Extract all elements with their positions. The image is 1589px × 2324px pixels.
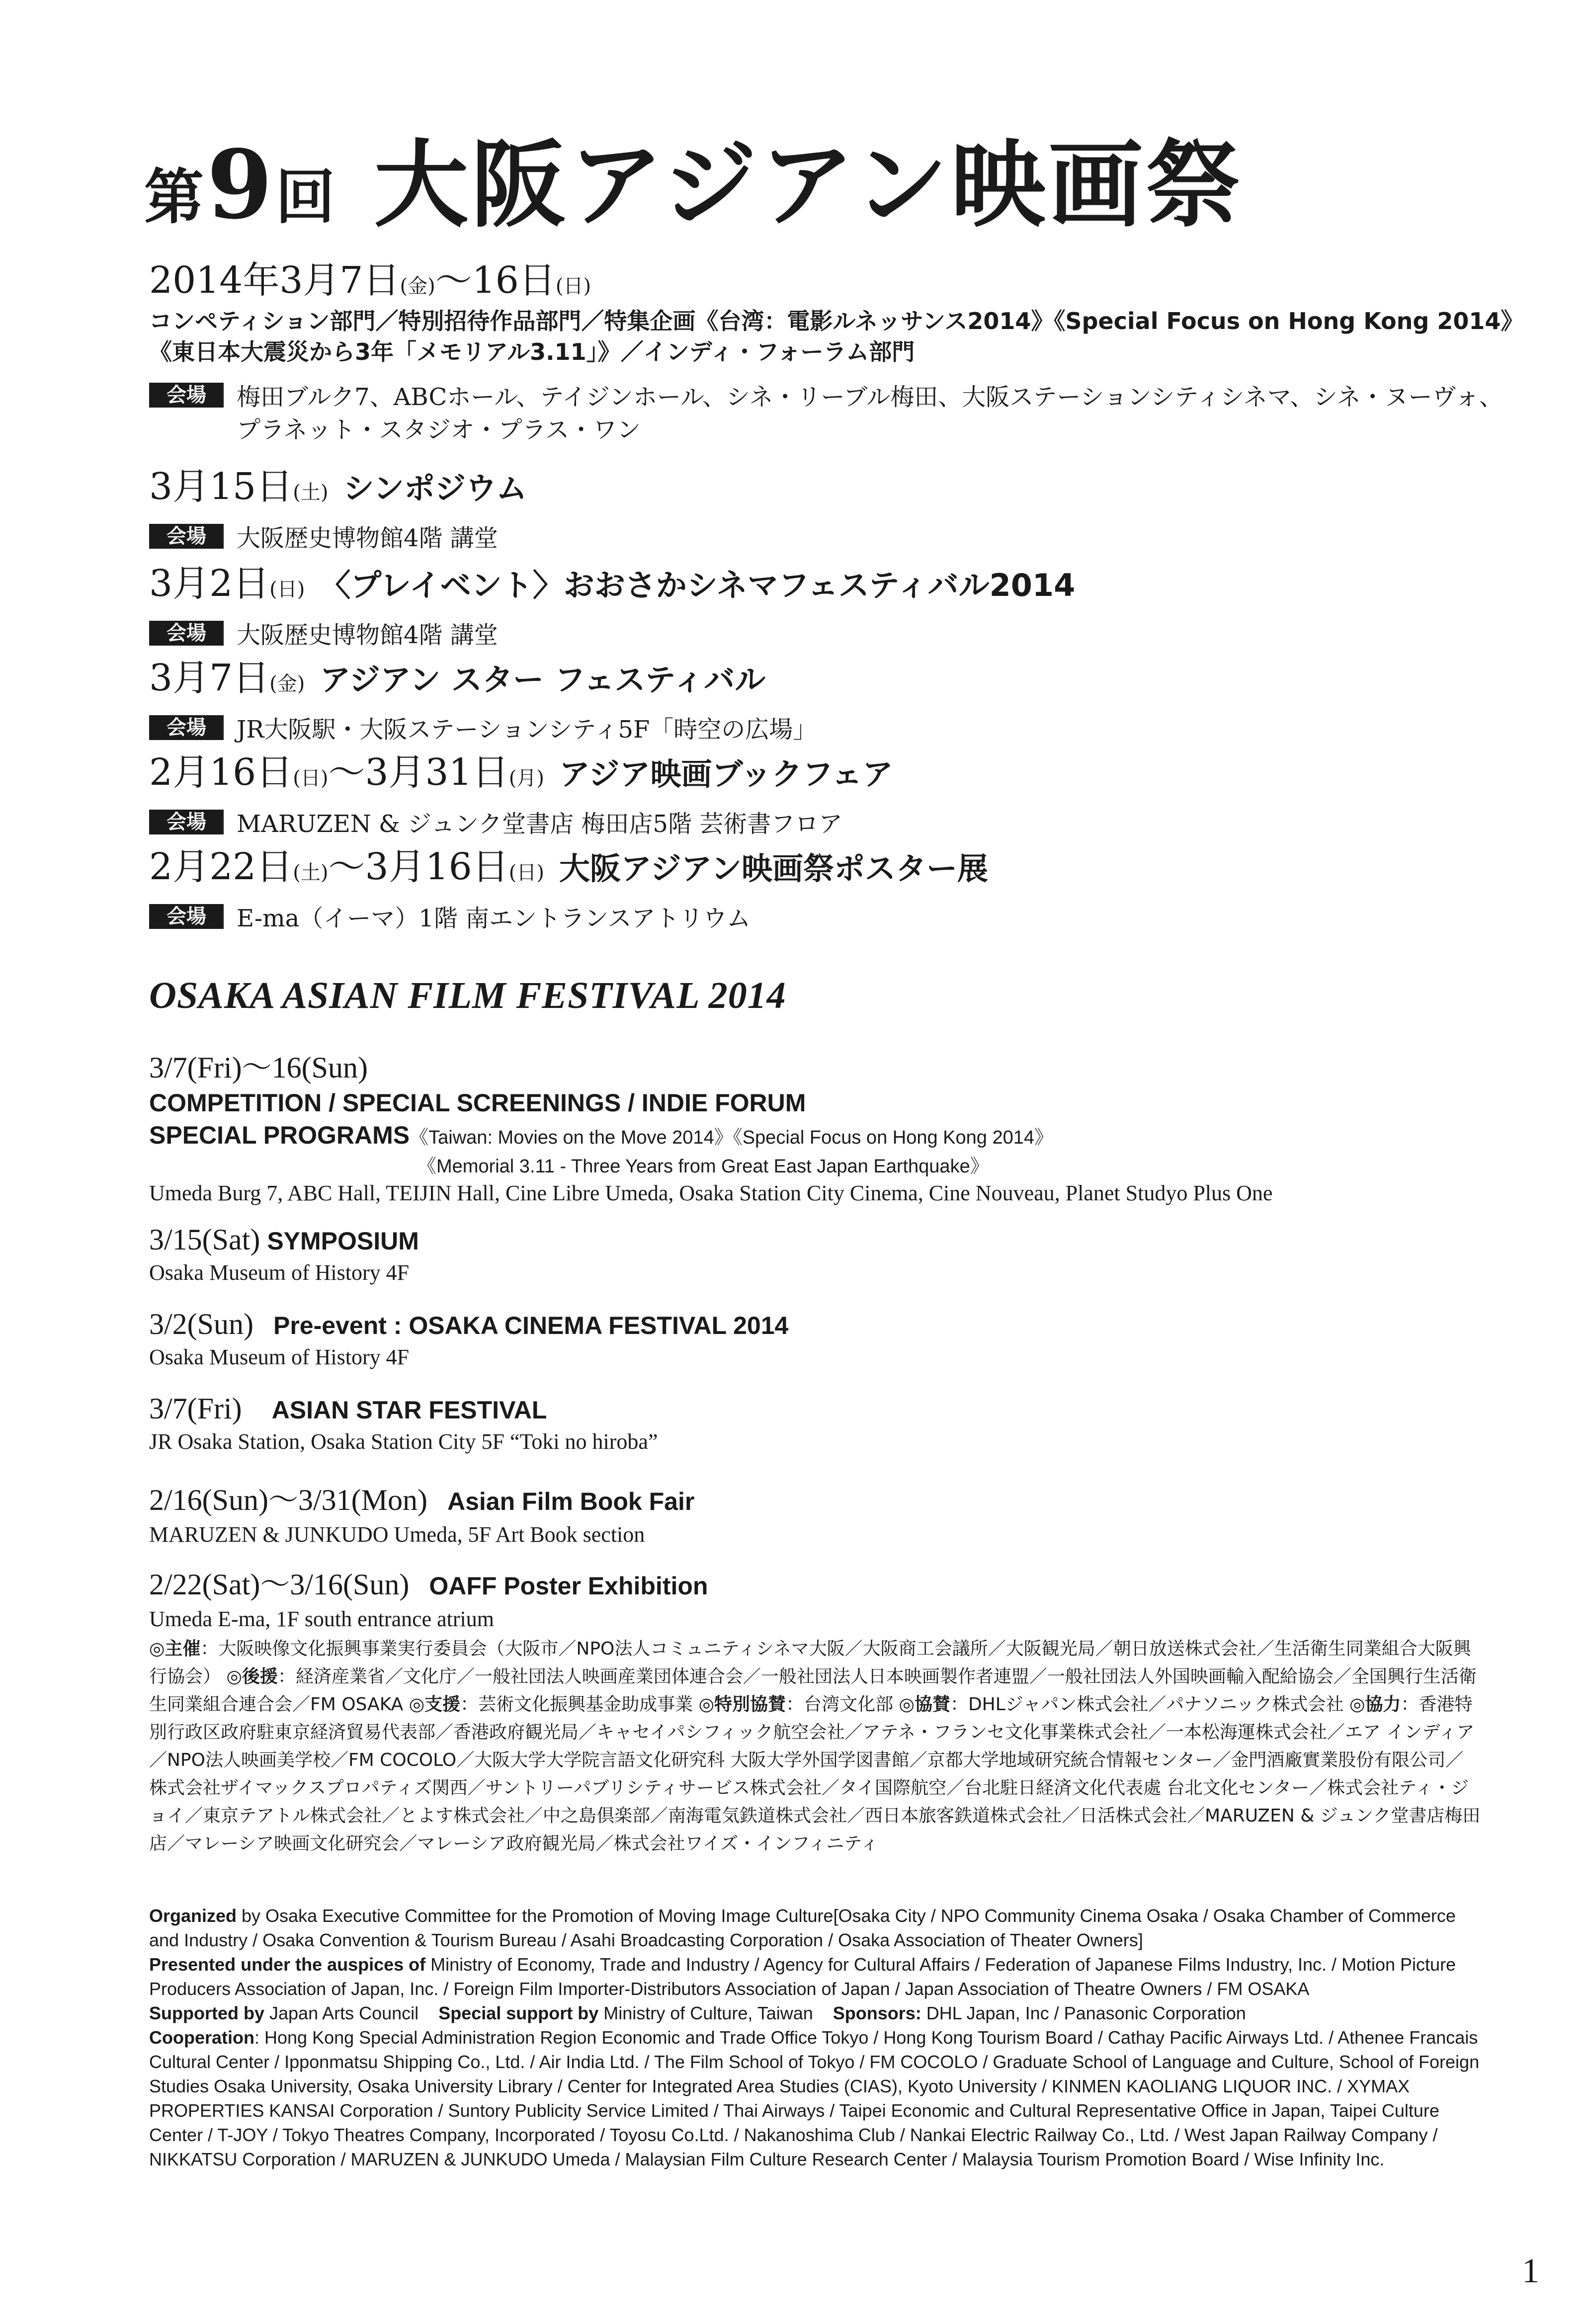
jp-main-venue: 会場 梅田ブルク7、ABCホール、テイジンホール、シネ・リーブル梅田、大阪ステーションシティシネマ、シネ・ヌーヴォ、	[149, 378, 1503, 412]
en-special-programs-line2: 《Memorial 3.11 - Three Years from Great East Japan Earthquake》	[418, 1156, 989, 1177]
jp-main-programs-line1: コンペティション部門／特別招待作品部門／特集企画《台湾：電影ルネッサンス2014》《Special Focus on Hong Kong 2014》	[149, 308, 1524, 334]
credits-english: Organized by Osaka Executive Committee for the Promotion of Moving Image Culture[Osaka City / NPO Community Cinema Osaka / Osaka Chamber of Commerce and Industry / Osaka Convention & Tourism Bureau / Asahi Broadcasting Corporation / Osaka Association of Theater Owners] Presented under the auspices of Ministry of Economy, Trade and Industry / Agency for Cultural Affairs / Federation of Japanese Films Industry, Inc. / Motion Picture Producers Association of Japan, Inc. / Foreign Film Importer-Distributors Association of Japan / Japan Association of Theatre Owners / FM OSAKA Supported by Japan Arts Council Special support by Ministry of Culture, Taiwan Sponsors: DHL Japan, Inc / Panasonic Corporation Cooperation: Hong Kong Special Administration Region Economic and Trade Office Tokyo / Hong Kong Tourism Board / Cathay Pacific Airways Ltd. / Athenee Francais Cultural Center / Ipponmatsu Shipping Co., Ltd. / Air India Ltd. / The Film School of Tokyo / FM COCOLO / Graduate School of Language and Culture, School of Foreign Studies Osaka University, Osaka University Library / Center for Integrated Area Studies (CIAS), Kyoto University / KINMEN KAOLIANG LIQUOR INC. / XYMAX PROPERTIES KANSAI Corporation / Suntory Publicity Service Limited / Thai Airways / Taipei Economic and Cultural Representative Office in Japan, Taipei Culture Center / T-JOY / Tokyo Theatres Company, Incorporated / Toyosu Co.Ltd. / Nakanoshima Club / Nankai Electric Railway Co., Ltd. / West Japan Railway Company / NIKKATSU Corporation / MARUZEN & JUNKUDO Umeda / Malaysian Film Culture Research Center / Malaysia Tourism Promotion Board / Wise Infinity Inc.	[149, 1906, 1480, 2169]
jp-event-pre-event: 3月2日(日) 〈プレイベント〉おおさかシネマフェスティバル2014 会場 大阪歴史博物館4階 講堂	[149, 562, 1076, 649]
jp-main-date: 2014年3月7日(金)〜16日(日)	[149, 259, 591, 302]
en-main-venues: Umeda Burg 7, ABC Hall, TEIJIN Hall, Cine Libre Umeda, Osaka Station City Cinema, Cine Nouveau, Planet Studyo Plus One	[149, 1181, 1273, 1205]
venue-badge: 会場	[149, 621, 224, 646]
jp-main-venue-line2: プラネット・スタジオ・プラス・ワン	[237, 416, 641, 444]
venue-badge: 会場	[149, 904, 224, 929]
en-event-star-festival: 3/7(Fri) ASIAN STAR FESTIVAL JR Osaka Station, Osaka Station City 5F “Toki no hiroba”	[149, 1392, 658, 1454]
jp-main-programs-line2: 《東日本大震災から3年「メモリアル3.11」》／インディ・フォーラム部門	[149, 338, 915, 365]
venue-badge: 会場	[149, 383, 224, 408]
en-event-book-fair: 2/16(Sun)〜3/31(Mon) Asian Film Book Fair MARUZEN & JUNKUDO Umeda, 5F Art Book section	[149, 1484, 695, 1547]
jp-event-star-festival: 3月7日(金) アジアン スター フェスティバル 会場 JR大阪駅・大阪ステーションシティ5F「時空の広場」	[149, 657, 817, 744]
en-event-poster-exhibition: 2/22(Sat)〜3/16(Sun) OAFF Poster Exhibition Umeda E-ma, 1F south entrance atrium	[149, 1568, 708, 1631]
en-main-programs: COMPETITION / SPECIAL SCREENINGS / INDIE FORUM	[149, 1089, 806, 1117]
jp-event-poster-exhibition: 2月22日(土)〜3月16日(日) 大阪アジアン映画祭ポスター展 会場 E-ma（イーマ）1階 南エントランスアトリウム	[149, 845, 988, 932]
en-section-title: OSAKA ASIAN FILM FESTIVAL 2014	[149, 975, 786, 1016]
en-main-date: 3/7(Fri)〜16(Sun)	[149, 1051, 368, 1084]
page-number: 1	[1522, 2252, 1539, 2290]
venue-badge: 会場	[149, 810, 224, 834]
credits-japanese: ◎主催：大阪映像文化振興事業実行委員会（大阪市／NPO法人コミュニティシネマ大阪／大阪商工会議所／大阪観光局／朝日放送株式会社／生活衛生同業組合大阪興行協会） ◎後援：経済産業省／文化庁／一般社団法人映画産業団体連合会／一般社団法人日本映画製作者連盟／一般社団法人外国映画輸入配給協会／全国興行生活衛生同業組合連合会／FM OSAKA ◎支援：芸術文化振興基金助成事業 ◎特別協賛：台湾文化部 ◎協賛：DHLジャパン株式会社／パナソニック株式会社 ◎協力：香港特別行政区政府駐東京経済貿易代表部／香港政府観光局／キャセイパシフィック航空会社／アテネ・フランセ文化事業株式会社／一本松海運株式会社／エア インディア／NPO法人映画美学校／FM COCOLO／大阪大学大学院言語文化研究科 大阪大学外国学図書館／京都大学地域研究統合情報センター／金門酒廠實業股份有限公司／株式会社ザイマックスプロパティズ関西／サントリーパブリシティサービス株式会社／タイ国際航空／台北駐日経済文化代表處 台北文化センター／株式会社ティ・ジョイ／東京テアトル株式会社／とよす株式会社／中之島倶楽部／南海電気鉄道株式会社／西日本旅客鉄道株式会社／日活株式会社／MARUZEN & ジュンク堂書店梅田店／マレーシア映画文化研究会／マレーシア政府観光局／株式会社ワイズ・インフィニティ	[149, 1639, 1481, 1854]
venue-badge: 会場	[149, 715, 224, 740]
page-title: 第9回 大阪アジアン映画祭	[144, 129, 1244, 240]
en-event-pre-event: 3/2(Sun) Pre-event : OSAKA CINEMA FESTIVAL 2014 Osaka Museum of History 4F	[149, 1308, 789, 1369]
jp-event-symposium: 3月15日(土) シンポジウム 会場 大阪歴史博物館4階 講堂	[149, 465, 527, 552]
jp-event-book-fair: 2月16日(日)〜3月31日(月) アジア映画ブックフェア 会場 MARUZEN & ジュンク堂書店 梅田店5階 芸術書フロア	[149, 751, 894, 838]
en-event-symposium: 3/15(Sat) SYMPOSIUM Osaka Museum of History 4F	[149, 1223, 419, 1285]
venue-badge: 会場	[149, 524, 224, 549]
en-special-programs: SPECIAL PROGRAMS《Taiwan: Movies on the Move 2014》《Special Focus on Hong Kong 2014》	[149, 1121, 1053, 1149]
